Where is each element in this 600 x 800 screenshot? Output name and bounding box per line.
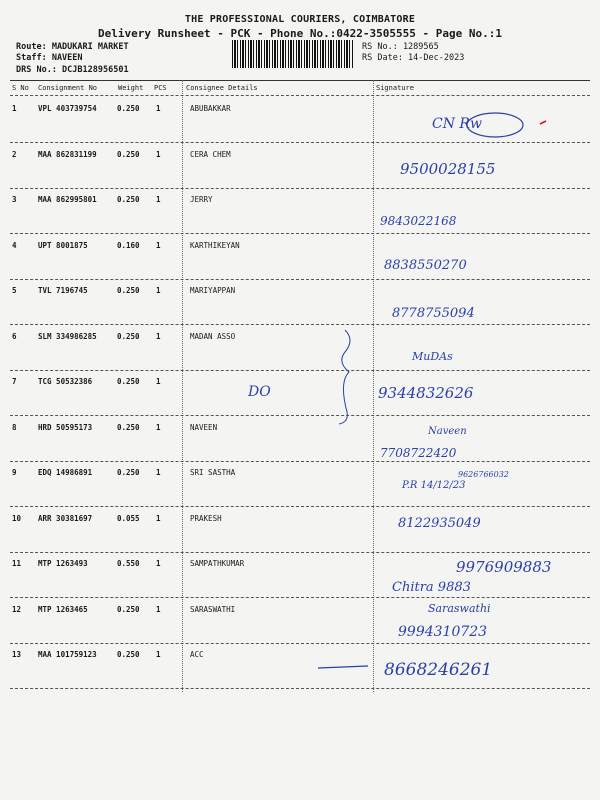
signature: 9344832626 xyxy=(378,384,474,402)
signature: 9994310723 xyxy=(398,624,488,640)
signature: P.R 14/12/23 xyxy=(402,480,466,491)
signature: Chitra 9883 xyxy=(392,580,471,595)
row-sno: 3 xyxy=(12,195,17,204)
row-consignee: KARTHIKEYAN xyxy=(190,240,240,250)
row-sno: 2 xyxy=(12,149,17,159)
row-pcs: 1 xyxy=(156,149,161,159)
rs-date: RS Date: 14-Dec-2023 xyxy=(362,53,465,63)
signature: CN Rw xyxy=(432,116,482,132)
row-separator xyxy=(10,688,590,689)
signature: 9976909883 xyxy=(456,558,552,576)
route-label: Route: MADUKARI MARKET xyxy=(16,42,129,52)
row-sno: 10 xyxy=(12,513,22,523)
row-weight: 0.055 xyxy=(117,513,140,523)
row-weight: 0.160 xyxy=(117,240,140,250)
row-sno: 9 xyxy=(12,468,17,477)
row-pcs: 1 xyxy=(156,195,161,204)
signature: Naveen xyxy=(428,426,467,437)
row-cno: VPL 403739754 xyxy=(38,104,97,113)
header-pcs: PCS xyxy=(154,84,167,92)
row-weight: 0.250 xyxy=(117,149,140,159)
header-signature: Signature xyxy=(376,84,414,92)
row-weight: 0.250 xyxy=(117,331,140,341)
row-cno: TCG 50532386 xyxy=(38,377,93,386)
signature: 9843022168 xyxy=(380,214,457,228)
row-sno: 5 xyxy=(12,286,17,295)
header-consignment: Consignment No xyxy=(38,84,98,92)
row-cno: ARR 30381697 xyxy=(38,513,93,523)
row-sno: 4 xyxy=(12,240,17,250)
row-consignee: ABUBAKKAR xyxy=(190,104,231,113)
row-separator xyxy=(10,188,590,189)
row-pcs: 1 xyxy=(156,422,161,432)
row-weight: 0.550 xyxy=(117,559,140,568)
header-sno: S No xyxy=(12,84,29,92)
row-separator xyxy=(10,233,590,234)
row-weight: 0.250 xyxy=(117,468,140,477)
row-sno: 1 xyxy=(12,104,17,113)
row-separator xyxy=(10,597,590,598)
row-weight: 0.250 xyxy=(117,650,140,659)
row-consignee: PRAKESH xyxy=(190,513,222,523)
row-cno: MTP 1263493 xyxy=(38,559,88,568)
page-subtitle: Delivery Runsheet - PCK - Phone No.:0422-3505555 - Page No.:1 xyxy=(98,27,502,40)
row-sno: 11 xyxy=(12,559,22,568)
row-pcs: 1 xyxy=(156,377,161,386)
row-separator xyxy=(10,142,590,143)
row-separator xyxy=(10,279,590,280)
row-separator xyxy=(10,643,590,644)
drs-number: DRS No.: DCJB128956501 xyxy=(16,65,129,75)
row-consignee: CERA CHEM xyxy=(190,149,231,159)
column-divider xyxy=(182,80,183,692)
row-cno: MAA 862831199 xyxy=(38,149,97,159)
row-consignee: ACC xyxy=(190,650,204,659)
row-pcs: 1 xyxy=(156,604,161,614)
row-cno: MTP 1263465 xyxy=(38,604,88,614)
row-sno: 12 xyxy=(12,604,22,614)
row-weight: 0.250 xyxy=(117,377,140,386)
handwritten-note: DO xyxy=(248,384,271,400)
row-sno: 13 xyxy=(12,650,22,659)
row-separator xyxy=(10,415,590,416)
row-weight: 0.250 xyxy=(117,286,140,295)
row-sno: 6 xyxy=(12,331,17,341)
row-pcs: 1 xyxy=(156,104,161,113)
row-cno: MAA 862995801 xyxy=(38,195,97,204)
header-underline xyxy=(10,95,590,96)
column-divider xyxy=(373,80,374,692)
row-separator xyxy=(10,370,590,371)
signature: 8838550270 xyxy=(384,258,467,273)
row-sno: 8 xyxy=(12,422,17,432)
row-pcs: 1 xyxy=(156,513,161,523)
signature: 9626766032 xyxy=(458,470,509,479)
row-cno: SLM 334986285 xyxy=(38,331,97,341)
row-separator xyxy=(10,506,590,507)
row-cno: HRD 50595173 xyxy=(38,422,93,432)
row-sno: 7 xyxy=(12,377,17,386)
page-title: THE PROFESSIONAL COURIERS, COIMBATORE xyxy=(184,14,416,25)
row-consignee: MARIYAPPAN xyxy=(190,286,236,295)
row-consignee: SAMPATHKUMAR xyxy=(190,559,245,568)
row-pcs: 1 xyxy=(156,331,161,341)
signature: 8778755094 xyxy=(392,306,475,321)
row-weight: 0.250 xyxy=(117,104,140,113)
header-consignee: Consignee Details xyxy=(186,84,258,92)
row-pcs: 1 xyxy=(156,240,161,250)
row-pcs: 1 xyxy=(156,468,161,477)
row-cno: TVL 7196745 xyxy=(38,286,88,295)
row-pcs: 1 xyxy=(156,559,161,568)
row-pcs: 1 xyxy=(156,286,161,295)
row-consignee: SARASWATHI xyxy=(190,604,236,614)
signature: Saraswathi xyxy=(428,602,491,615)
row-separator xyxy=(10,324,590,325)
row-weight: 0.250 xyxy=(117,422,140,432)
row-separator xyxy=(10,552,590,553)
row-weight: 0.250 xyxy=(117,604,140,614)
signature: 7708722420 xyxy=(380,446,457,460)
row-consignee: SRI SASTHA xyxy=(190,468,236,477)
row-consignee: MADAN ASSO xyxy=(190,331,236,341)
rs-number: RS No.: 1289565 xyxy=(362,42,439,52)
row-separator xyxy=(10,461,590,462)
row-cno: EDQ 14986891 xyxy=(38,468,93,477)
row-pcs: 1 xyxy=(156,650,161,659)
header-weight: Weight xyxy=(118,84,144,92)
row-consignee: JERRY xyxy=(190,195,213,204)
signature: 8122935049 xyxy=(398,516,481,531)
row-cno: MAA 101759123 xyxy=(38,650,97,659)
row-cno: UPT 8001875 xyxy=(38,240,88,250)
staff-label: Staff: NAVEEN xyxy=(16,53,83,63)
signature: 8668246261 xyxy=(384,660,493,680)
row-weight: 0.250 xyxy=(117,195,140,204)
signature: MuDAs xyxy=(412,350,453,363)
table-frame xyxy=(10,80,590,693)
row-consignee: NAVEEN xyxy=(190,422,218,432)
signature: 9500028155 xyxy=(400,160,496,178)
barcode xyxy=(232,40,354,68)
